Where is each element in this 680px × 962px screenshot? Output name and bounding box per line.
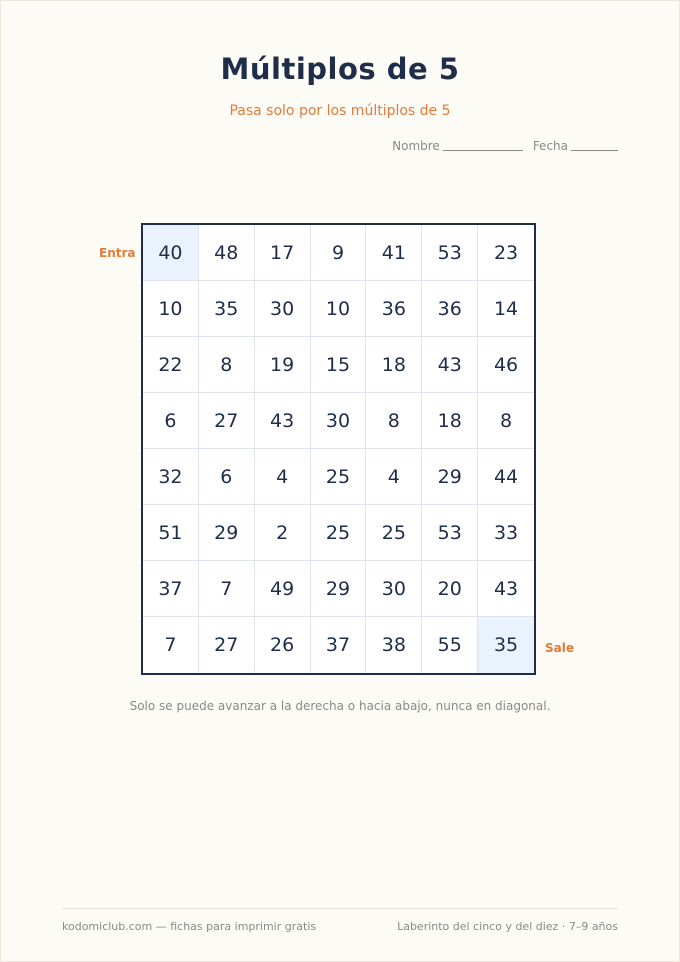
name-date-fields [392,139,618,153]
maze-cell[interactable]: 6 [199,449,255,505]
maze-cell[interactable]: 48 [199,225,255,281]
instructions-text: Solo se puede avanzar a la derecha o hacia abajo, nunca en diagonal. [129,699,551,713]
maze-cell[interactable]: 53 [422,505,478,561]
maze-entry-label: Entra [99,246,136,260]
maze-cell[interactable]: 26 [255,617,311,673]
date-blank-line[interactable] [571,149,618,151]
maze-cell[interactable]: 9 [311,225,367,281]
maze-cell[interactable]: 35 [199,281,255,337]
date-field[interactable] [533,139,618,153]
maze-cell[interactable]: 25 [311,449,367,505]
name-blank-line[interactable] [443,149,523,151]
maze-cell[interactable]: 29 [199,505,255,561]
maze-cell[interactable]: 2 [255,505,311,561]
maze-cell[interactable]: 7 [143,617,199,673]
maze-cell[interactable]: 4 [366,449,422,505]
maze-cell[interactable]: 30 [255,281,311,337]
maze-cell[interactable]: 7 [199,561,255,617]
maze-cell[interactable]: 37 [143,561,199,617]
maze-cell[interactable]: 49 [255,561,311,617]
maze-cell[interactable]: 8 [478,393,534,449]
number-maze-grid [141,223,536,675]
maze-cell[interactable]: 18 [366,337,422,393]
maze-cell[interactable]: 23 [478,225,534,281]
maze-cell[interactable]: 22 [143,337,199,393]
maze-cell[interactable]: 29 [422,449,478,505]
maze-cell[interactable]: 19 [255,337,311,393]
page-subtitle: Pasa solo por los múltiplos de 5 [229,103,451,119]
maze-exit-label: Sale [545,641,574,655]
maze-cell[interactable]: 27 [199,393,255,449]
maze-cell[interactable]: 36 [366,281,422,337]
maze-cell[interactable]: 43 [255,393,311,449]
maze-cell[interactable]: 25 [311,505,367,561]
maze-cell[interactable]: 46 [478,337,534,393]
maze-cell[interactable]: 27 [199,617,255,673]
maze-cell[interactable]: 38 [366,617,422,673]
maze-cell[interactable]: 37 [311,617,367,673]
maze-cell[interactable]: 43 [422,337,478,393]
maze-cell[interactable]: 41 [366,225,422,281]
maze-cell[interactable]: 35 [478,617,534,673]
maze-cell[interactable]: 18 [422,393,478,449]
page-title: Múltiplos de 5 [220,52,460,86]
maze-cell[interactable]: 43 [478,561,534,617]
maze-cell[interactable]: 55 [422,617,478,673]
maze-cell[interactable]: 25 [366,505,422,561]
name-label: Nombre [392,139,440,153]
maze-cell[interactable]: 32 [143,449,199,505]
maze-cell[interactable]: 6 [143,393,199,449]
maze-cell[interactable]: 17 [255,225,311,281]
maze-cell[interactable]: 51 [143,505,199,561]
date-label: Fecha [532,139,568,153]
footer-site: kodomiclub.com — fichas para imprimir gratis [62,920,317,933]
maze-cell[interactable]: 10 [311,281,367,337]
name-field[interactable] [392,139,523,153]
maze-cell[interactable]: 20 [422,561,478,617]
maze-cell[interactable]: 30 [366,561,422,617]
maze-cell[interactable]: 53 [422,225,478,281]
maze-cell[interactable]: 33 [478,505,534,561]
maze-cell[interactable]: 36 [422,281,478,337]
maze-cell[interactable]: 14 [478,281,534,337]
maze-cell[interactable]: 15 [311,337,367,393]
maze-cell[interactable]: 40 [143,225,199,281]
maze-cell[interactable]: 30 [311,393,367,449]
maze-cell[interactable]: 8 [366,393,422,449]
footer-worksheet-info: Laberinto del cinco y del diez · 7–9 años [397,920,618,933]
maze-cell[interactable]: 10 [143,281,199,337]
maze-cell[interactable]: 29 [311,561,367,617]
maze-cell[interactable]: 8 [199,337,255,393]
maze-cell[interactable]: 44 [478,449,534,505]
maze-cell[interactable]: 4 [255,449,311,505]
footer-divider [62,908,618,909]
